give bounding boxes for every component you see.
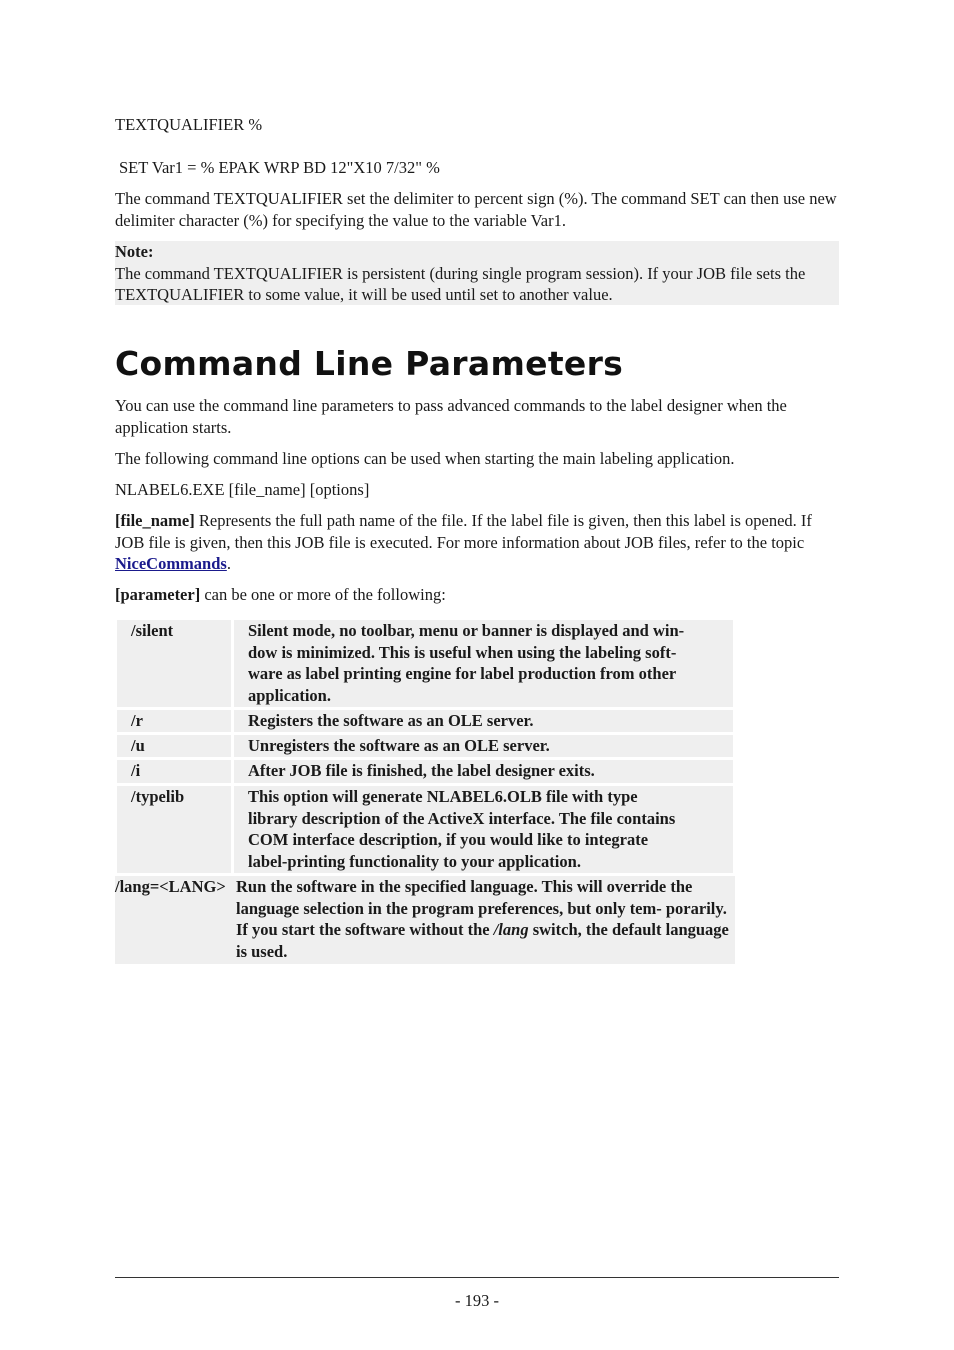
parameter-description: can be one or more of the following:: [200, 585, 446, 604]
option-name: /silent: [117, 620, 231, 707]
footer-rule: [115, 1277, 839, 1278]
paragraph-delimiter: The command TEXTQUALIFIER set the delimiter to percent sign (%). The command SET can then use new delimiter character (%) for specifying the value to the variable Var1.: [115, 189, 837, 230]
option-description: After JOB file is finished, the label designer exits.: [234, 760, 733, 783]
code-line-textqualifier: TEXTQUALIFIER %: [115, 115, 263, 134]
section-heading: Command Line Parameters: [115, 344, 624, 383]
lang-description-start: Run the software in the specified language. This will override the language selection in the program preferences, but only tem- porarily. If you start the software without the: [236, 877, 727, 939]
paragraph-options-intro: The following command line options can be used when starting the main labeling application.: [115, 449, 735, 468]
lang-switch: /lang: [493, 920, 529, 939]
table-row: [115, 760, 735, 783]
option-description: Registers the software as an OLE server.: [234, 710, 733, 732]
note-text: The command TEXTQUALIFIER is persistent (during single program session). If your JOB file sets the TEXTQUALIFIER to some value, it will be used until set to another value.: [115, 263, 806, 304]
table-row: [115, 735, 735, 757]
paragraph-file-name: [115, 510, 839, 575]
note-title: Note:: [115, 242, 154, 261]
option-name: /typelib: [117, 786, 231, 873]
option-name: /r: [117, 710, 231, 732]
nicecommands-link[interactable]: NiceCommands: [115, 554, 227, 573]
paragraph-intro: You can use the command line parameters to pass advanced commands to the label designer when the application starts.: [115, 396, 787, 437]
paragraph-parameter: [115, 584, 446, 606]
lang-description-end: switch, the default language is used.: [236, 920, 729, 961]
page-number: - 193 -: [455, 1291, 499, 1310]
option-description: Silent mode, no toolbar, menu or banner is displayed and win- dow is minimized. This is useful when using the labeling soft- ware as label printing engine for label production from other application.: [234, 620, 733, 707]
option-description: This option will generate NLABEL6.OLB file with type library description of the ActiveX interface. The file contains COM interface description, if you would like to integrate label-printing functionality to your application.: [234, 786, 733, 873]
term-file-name: [file_name]: [115, 511, 195, 530]
code-line-set: SET Var1 = % EPAK WRP BD 12"X10 7/32" %: [119, 158, 440, 177]
option-description: [236, 876, 734, 962]
table-row: [115, 786, 735, 873]
table-row: [115, 710, 735, 732]
table-row: [115, 876, 735, 964]
paragraph-syntax: NLABEL6.EXE [file_name] [options]: [115, 480, 370, 499]
file-name-description: Represents the full path name of the file. If the label file is given, then this label is opened. If JOB file is given, then this JOB file is executed. For more information about JOB files, refer to the topic: [115, 511, 812, 552]
note-box: [115, 241, 839, 305]
option-name: /i: [117, 760, 231, 783]
option-name: /u: [117, 735, 231, 757]
period: .: [226, 554, 231, 573]
term-parameter: [parameter]: [115, 585, 201, 604]
option-description: Unregisters the software as an OLE server.: [234, 735, 733, 757]
option-name: /lang=<LANG>: [115, 877, 226, 896]
table-row: [115, 620, 735, 707]
